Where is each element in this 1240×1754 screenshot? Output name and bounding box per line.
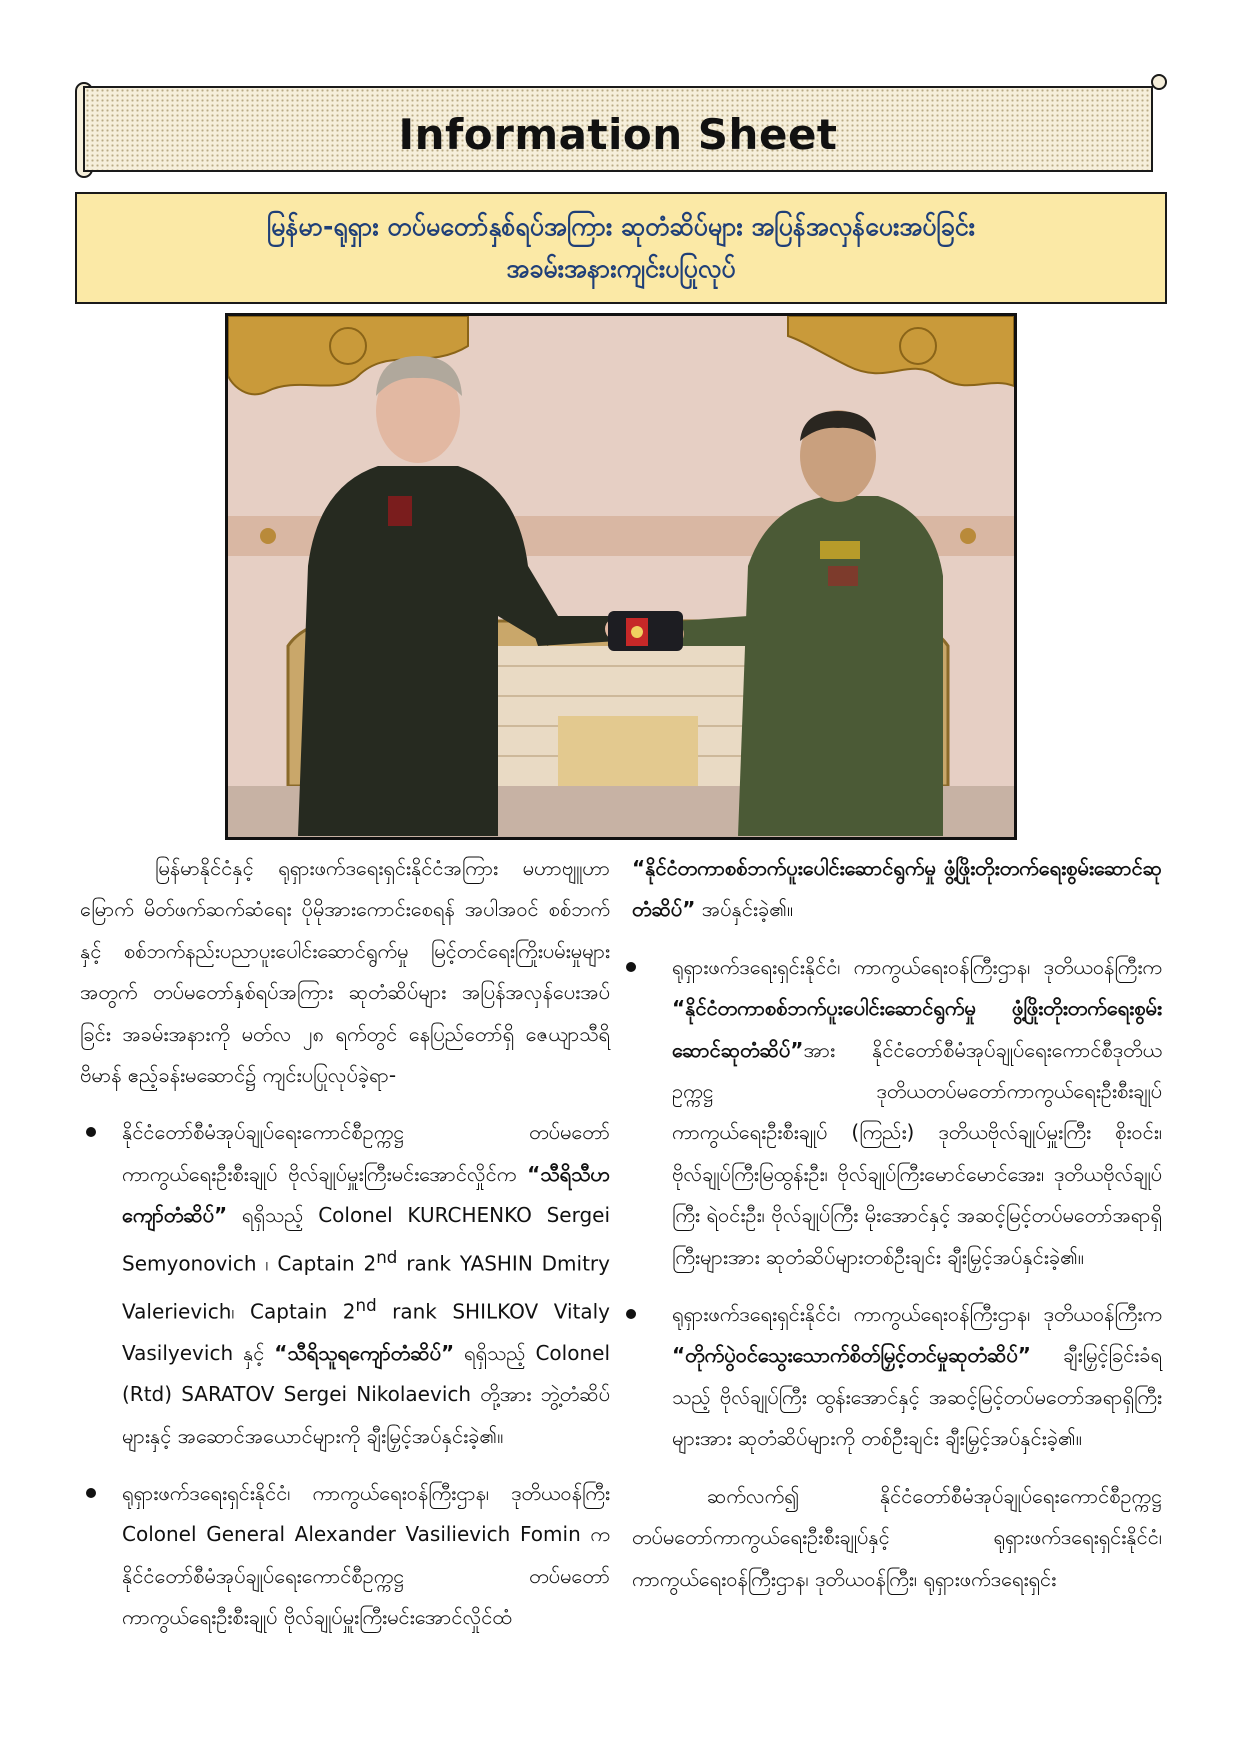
bullet-text: rank SHILKOV Vitaly Vasilyevich နှင့် <box>122 1299 611 1365</box>
subject-line-2: အခမ်းအနားကျင်းပပြုလုပ် <box>506 254 736 283</box>
intro-paragraph: မြန်မာနိုင်ငံနှင့် ရုရှားဖက်ဒရေးရှင်းနိုင်ငံအကြား မဟာဗျူဟာမြောက် မိတ်ဖက်ဆက်ဆံရေး ပိုမိုအားကောင်းစေရန် အပါအဝင် စစ်ဘက်နှင့် စစ်ဘက်နည်းပညာပူးပေါင်းဆောင်ရွက်မှု မြင့်တင်ရေးကြိုးပမ်းမှုများအတွက် တပ်မတော်နှစ်ရပ်အကြား ဆုတံဆိပ်များ အပြန်အလှန်ပေးအပ်ခြင်း အခမ်းအနားကို မတ်လ ၂၈ ရက်တွင် နေပြည်တော်ရှိ ဇေယျာသီရိဗိမာန် ဧည့်ခန်းမဆောင်၌ ကျင်းပပြုလုပ်ခဲ့ရာ- <box>80 856 610 1088</box>
bullet-item <box>632 1294 1162 1460</box>
ceremony-photo <box>225 313 1017 840</box>
bullet-icon <box>626 1309 636 1319</box>
bullet-icon <box>626 962 636 972</box>
bullet-item <box>632 947 1162 1278</box>
medal-name: “နိုင်ငံတကာစစ်ဘက်ပူးပေါင်းဆောင်ရွက်မှု ဖွံ့ဖြိုးတိုးတက်ရေးစွမ်းဆောင်ဆုတံဆိပ်” <box>632 856 1162 922</box>
scroll-body <box>83 86 1153 172</box>
subject-line-1: မြန်မာ-ရုရှား တပ်မတော်နှစ်ရပ်အကြား ဆုတံဆိပ်များ အပြန်အလှန်ပေးအပ်ခြင်း <box>266 212 976 241</box>
scroll-curl-right <box>1151 74 1167 90</box>
bullet-text: ရရှိသည့် Colonel (Rtd) SARATOV Sergei Nikolaevich တို့အား ဘွဲ့တံဆိပ်များနှင့် အဆောင်အယောင်များကို ချီးမြှင့်အပ်နှင်းခဲ့၏။ <box>122 1340 610 1448</box>
superscript: nd <box>376 1247 398 1267</box>
right-column <box>632 848 1162 1600</box>
bullet-text: ရရှိသည့် Colonel KURCHENKO Sergei Semyonovich ၊ Captain 2 <box>122 1203 610 1276</box>
bullet-text: ရုရှားဖက်ဒရေးရှင်းနိုင်ငံ၊ ကာကွယ်ရေးဝန်ကြီးဌာန၊ ဒုတိယဝန်ကြီးက <box>672 1302 1162 1327</box>
medal-name: “တိုက်ပွဲဝင်သွေးသောက်စိတ်မြှင့်တင်မှုဆုတံဆိပ်” <box>672 1343 1031 1368</box>
subject-box <box>75 192 1167 304</box>
closing-paragraph: ဆက်လက်၍ နိုင်ငံတော်စီမံအုပ်ချုပ်ရေးကောင်စီဥက္ကဋ္ဌ တပ်မတော်ကာကွယ်ရေးဦးစီးချုပ်နှင့် ရုရှားဖက်ဒရေးရှင်းနိုင်ငံ၊ ကာကွယ်ရေးဝန်ကြီးဌာန၊ ဒုတိယဝန်ကြီး၊ ရုရှားဖက်ဒရေးရှင်း <box>632 1483 1162 1591</box>
bullet-item <box>80 1473 610 1639</box>
ceremony-photo-illustration <box>228 316 1014 837</box>
bullet-icon <box>86 1127 96 1137</box>
bullet-item <box>80 1112 610 1457</box>
left-column <box>80 848 610 1639</box>
paragraph-text: အပ်နှင်းခဲ့၏။ <box>695 897 794 922</box>
bullet-text: နိုင်ငံတော်စီမံအုပ်ချုပ်ရေးကောင်စီဥက္ကဋ္ဌ တပ်မတော်ကာကွယ်ရေးဦးစီးချုပ် ဗိုလ်ချုပ်မှူးကြီးမင်းအောင်လှိုင်က <box>122 1120 610 1186</box>
medal-name: “သီရိသီဟကျော်တံဆိပ်” <box>122 1161 610 1228</box>
medal-name: “သီရိသူရကျော်တံဆိပ်” <box>274 1340 455 1365</box>
superscript: nd <box>355 1295 377 1315</box>
continued-paragraph <box>632 848 1162 931</box>
page-title: Information Sheet <box>398 110 838 159</box>
bullet-text: ချီးမြှင့်ခြင်းခံရသည့် ဗိုလ်ချုပ်ကြီး ထွန်းအောင်နှင့် အဆင့်မြင့်တပ်မတော်အရာရှိကြီးများအား ဆုတံဆိပ်များကို တစ်ဦးချင်း ချီးမြှင့်အပ်နှင်းခဲ့၏။ <box>672 1343 1162 1451</box>
bullet-icon <box>86 1488 96 1498</box>
bullet-text: ရုရှားဖက်ဒရေးရှင်းနိုင်ငံ၊ ကာကွယ်ရေးဝန်ကြီးဌာန၊ ဒုတိယဝန်ကြီး Colonel General Alexander Vasilievich Fomin က နိုင်ငံတော်စီမံအုပ်ချုပ်ရေးကောင်စီဥက္ကဋ္ဌ တပ်မတော်ကာကွယ်ရေးဦးစီးချုပ် ဗိုလ်ချုပ်မှူးကြီးမင်းအောင်လှိုင်ထံ <box>122 1481 610 1630</box>
bullet-text: ရုရှားဖက်ဒရေးရှင်းနိုင်ငံ၊ ကာကွယ်ရေးဝန်ကြီးဌာန၊ ဒုတိယဝန်ကြီးက <box>672 954 1162 979</box>
title-banner <box>75 82 1167 178</box>
medal-name: “နိုင်ငံတကာစစ်ဘက်ပူးပေါင်းဆောင်ရွက်မှု ဖွံ့ဖြိုးတိုးတက်ရေးစွမ်းဆောင်ဆုတံဆိပ်” <box>672 996 1162 1062</box>
bullet-text: အား နိုင်ငံတော်စီမံအုပ်ချုပ်ရေးကောင်စီဒုတိယဥက္ကဋ္ဌ ဒုတိယတပ်မတော်ကာကွယ်ရေးဦးစီးချုပ် ကာကွယ်ရေးဦးစီးချုပ် (ကြည်း) ဒုတိယဗိုလ်ချုပ်မှူးကြီး စိုးဝင်း၊ ဗိုလ်ချုပ်ကြီးမြထွန်းဦး၊ ဗိုလ်ချုပ်ကြီးမောင်မောင်အေး၊ ဒုတိယဗိုလ်ချုပ်ကြီး ရဲဝင်းဦး၊ ဗိုလ်ချုပ်ကြီး မိုးအောင်နှင့် အဆင့်မြင့်တပ်မတော်အရာရှိကြီးများအား ဆုတံဆိပ်များတစ်ဦးချင်း ချီးမြှင့်အပ်နှင်းခဲ့၏။ <box>672 1037 1162 1269</box>
bullet-text: rank YASHIN Dmitry Valerievich၊ Captain 2 <box>122 1251 610 1324</box>
